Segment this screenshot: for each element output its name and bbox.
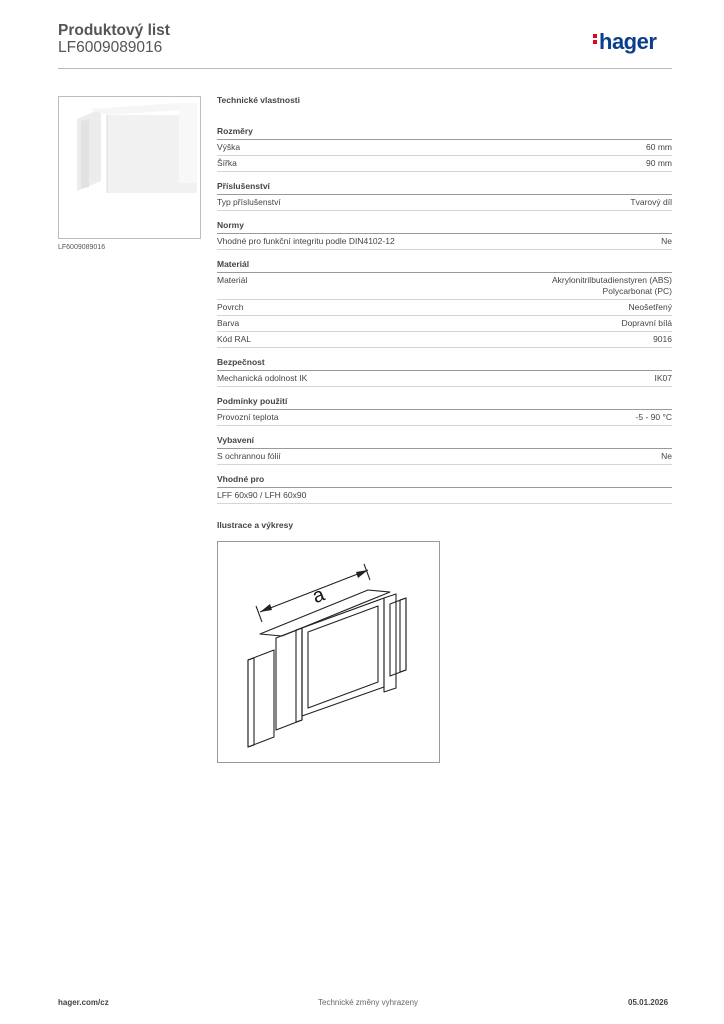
drawing-svg [218,542,439,762]
spec-label: Šířka [217,158,237,168]
spec-label: Provozní teplota [217,412,279,422]
spec-row [217,234,672,250]
spec-row [217,140,672,156]
spec-section-title: Příslušenství [217,180,672,195]
spec-value-line: Tvarový díl [630,197,672,207]
spec-value-line: 60 mm [646,142,672,152]
spec-label: S ochrannou fólií [217,451,281,461]
dimension-arrow-right [356,570,368,578]
spec-value-line: Akrylonitrilbutadienstyren (ABS) [552,275,672,285]
spec-section-title: Materiál [217,258,672,273]
spec-value-line: 90 mm [646,158,672,168]
footer-date: 05.01.2026 [628,998,669,1007]
spec-value-line: Ne [661,451,672,461]
spec-label: Materiál [217,275,248,285]
thumbnail-caption: LF6009089016 [58,244,106,251]
spec-row [217,300,672,316]
footer-notice: Technické změny vyhrazeny [318,998,419,1007]
spec-label: Mechanická odolnost IK [217,373,308,383]
technical-drawing[interactable] [217,541,440,763]
spec-section-title: Vybavení [217,434,672,449]
spec-section [217,219,672,250]
spec-row [217,156,672,172]
spec-section [217,434,672,465]
spec-section [217,356,672,387]
spec-row [217,410,672,426]
left-flange [276,628,302,730]
spec-section [217,125,672,172]
main-body [302,598,384,716]
spec-value [646,158,672,169]
spec-value-line: IK07 [654,373,672,383]
spec-value-line: Neošetřený [628,302,672,312]
spec-value [552,275,672,297]
spec-label: Typ příslušenství [217,197,281,207]
dimension-label: a [309,583,328,609]
spec-value [636,412,672,423]
spec-label: Barva [217,318,240,328]
spec-value [655,373,673,384]
specs-sections [217,125,672,465]
spec-row [217,316,672,332]
spec-row [217,273,672,300]
product-code: LF6009089016 [58,39,163,56]
spec-section-title: Podmínky použití [217,395,672,410]
spec-value [661,236,672,247]
footer-website-link[interactable]: hager.com/cz [58,998,109,1007]
spec-value-line: Polycarbonat (PC) [602,286,672,296]
spec-label: Kód RAL [217,334,252,344]
logo-dots-icon [593,32,597,46]
illustrations-title: Ilustrace a výkresy [217,520,294,530]
spec-label: Povrch [217,302,244,312]
spec-value-line: Dopravní bílá [621,318,672,328]
header-divider [58,68,672,69]
logo-text: hager [599,29,657,54]
spec-row [217,371,672,387]
right-extension [390,598,406,676]
spec-value-line: 9016 [653,334,672,344]
spec-value [629,302,672,313]
spec-section-title: Bezpečnost [217,356,672,371]
dimension-arrow-left [260,604,272,612]
page-title: Produktový list [58,22,170,39]
spec-section [217,395,672,426]
compatible-title: Vhodné pro [217,474,672,488]
spec-row [217,332,672,348]
spec-section [217,258,672,348]
spec-value [621,318,672,329]
spec-value [653,334,672,345]
spec-value-line: Ne [661,236,672,246]
spec-value [630,197,672,208]
compatible-section [217,474,672,504]
specs-panel [217,95,672,473]
specs-title: Technické vlastnosti [217,95,300,105]
left-extension [248,650,274,747]
hager-logo[interactable] [593,29,656,55]
spec-section-title: Rozměry [217,125,672,140]
product-photo [59,97,200,238]
product-thumbnail[interactable] [58,96,201,239]
spec-row [217,195,672,211]
compatible-value: LFF 60x90 / LFH 60x90 [217,488,672,504]
spec-row [217,449,672,465]
spec-label: Výška [217,142,241,152]
spec-section [217,180,672,211]
top-cover [260,590,390,636]
spec-value-line: -5 - 90 °C [635,412,672,422]
spec-value [646,142,672,153]
spec-section-title: Normy [217,219,672,234]
spec-label: Vhodné pro funkční integritu podle DIN4102-12 [217,236,395,246]
spec-value [661,451,672,462]
